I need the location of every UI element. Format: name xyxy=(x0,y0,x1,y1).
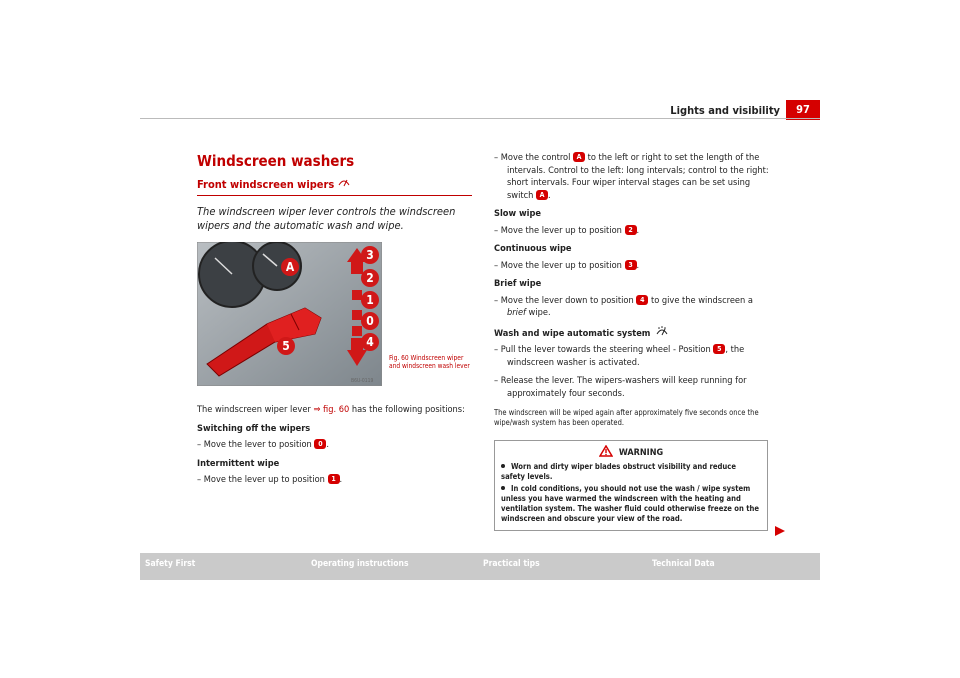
period: . xyxy=(339,474,343,485)
intro-text: The windscreen wiper lever controls the windscreen wipers and the automatic wash and wipe. xyxy=(197,205,456,232)
page-number: 97 xyxy=(786,100,820,120)
wash-wipe-text: – Pull the lever towards the steering wheel - Position xyxy=(494,344,714,355)
slow-wipe-step xyxy=(494,225,770,238)
wash-wipe-step-2: – Release the lever. The wipers-washers will keep running for approximately four seconds. xyxy=(494,375,747,399)
key-A: A xyxy=(573,152,585,162)
footer-tab-technical-data[interactable]: Technical Data xyxy=(652,559,715,569)
bullet xyxy=(501,464,505,468)
warning-item-2 xyxy=(501,484,761,524)
section-title: Windscreen washers xyxy=(197,152,355,170)
key-2: 2 xyxy=(625,225,637,235)
brief-emphasis: brief xyxy=(507,307,526,318)
control-step xyxy=(494,152,770,202)
positions-paragraph xyxy=(197,404,472,417)
warning-title: WARNING xyxy=(618,448,664,458)
label-pos-4: 4 xyxy=(361,333,379,351)
slow-wipe-text: – Move the lever up to position xyxy=(494,224,625,236)
key-5: 5 xyxy=(713,344,725,354)
period: . xyxy=(636,259,640,271)
intermittent-heading: Intermittent wipe xyxy=(197,457,280,469)
wash-wipe-heading xyxy=(494,326,770,341)
brief-wipe-text-3: wipe. xyxy=(525,307,551,318)
warning-item-2-text: In cold conditions, you should not use the wash / wipe system unless you have warmed the windscreen with the heating and ventilation system. The washer fluid could otherwise freeze on the windscreen and obscure your view of the road. xyxy=(501,484,760,523)
warning-box xyxy=(494,440,768,531)
footer-tab-safety-first[interactable]: Safety First xyxy=(145,559,196,569)
brief-wipe-step xyxy=(494,295,770,320)
continuous-wipe-text: – Move the lever up to position xyxy=(494,259,625,271)
slow-wipe-heading: Slow wipe xyxy=(494,208,541,219)
label-pos-1: 1 xyxy=(361,291,379,309)
subsection-title-text: Front windscreen wipers xyxy=(197,178,335,191)
control-text: – Move the control xyxy=(494,152,573,163)
positions-text: The windscreen wiper lever xyxy=(197,404,314,415)
note-text: The windscreen will be wiped again after approximately five seconds once the wipe/wash system has been operated. xyxy=(494,408,759,427)
switch-off-heading: Switching off the wipers xyxy=(197,422,311,434)
bullet xyxy=(501,486,505,490)
wash-wipe-text-2: , the windscreen washer is activated. xyxy=(507,344,745,368)
wiper-icon xyxy=(338,178,350,187)
warning-item-1 xyxy=(501,462,761,482)
wash-wipe-heading-text: Wash and wipe automatic system xyxy=(494,327,651,339)
switch-off-text: – Move the lever to position xyxy=(197,439,315,450)
figure-60 xyxy=(197,242,472,386)
brief-wipe-heading: Brief wipe xyxy=(494,278,542,289)
footer-tab-operating-instructions[interactable]: Operating instructions xyxy=(311,559,409,569)
footer-bar xyxy=(140,553,820,580)
brief-wipe-text-2: to give the windscreen a xyxy=(648,294,753,306)
header-rule xyxy=(140,118,820,119)
label-5: 5 xyxy=(277,337,295,355)
left-column xyxy=(197,152,472,493)
key-3: 3 xyxy=(625,260,637,270)
washer-icon xyxy=(656,326,668,336)
label-pos-0: 0 xyxy=(361,312,379,330)
continuous-wipe-heading: Continuous wipe xyxy=(494,243,572,254)
image-number: B6U-0119 xyxy=(351,378,374,384)
warning-heading xyxy=(501,445,761,458)
next-page-arrow-icon[interactable] xyxy=(775,526,785,536)
period: . xyxy=(636,224,640,236)
switch-off-step xyxy=(197,439,472,452)
subsection-title xyxy=(197,178,472,196)
warning-item-1-text: Worn and dirty wiper blades obstruct visibility and reduce safety levels. xyxy=(501,462,736,481)
key-0: 0 xyxy=(314,439,326,449)
right-column xyxy=(494,152,770,531)
label-pos-3: 3 xyxy=(361,246,379,264)
continuous-wipe-step xyxy=(494,260,770,273)
figure-caption: Fig. 60 Windscreen wiper and windscreen wash lever xyxy=(389,354,470,370)
key-1: 1 xyxy=(328,474,340,484)
running-header-title: Lights and visibility xyxy=(670,104,780,117)
label-A: A xyxy=(281,258,299,276)
wash-wipe-step-1 xyxy=(494,344,770,369)
period: . xyxy=(326,439,330,450)
intermittent-text: – Move the lever up to position xyxy=(197,474,328,485)
positions-text-end: has the following positions: xyxy=(349,404,465,415)
key-4: 4 xyxy=(636,295,648,305)
footer-tab-practical-tips[interactable]: Practical tips xyxy=(483,559,540,569)
key-A-2: A xyxy=(536,190,548,200)
intermittent-step xyxy=(197,474,472,487)
fig-60-link[interactable]: ⇒ fig. 60 xyxy=(313,404,350,415)
warning-triangle-icon xyxy=(599,445,613,457)
control-text-2: to the left or right to set the length of the intervals. Control to the left: long intervals; control to the right: short intervals. Four wiper interval stages can be set using switch xyxy=(507,152,769,201)
period: . xyxy=(548,189,551,201)
label-pos-2: 2 xyxy=(361,269,379,287)
brief-wipe-text: – Move the lever down to position xyxy=(494,294,637,306)
